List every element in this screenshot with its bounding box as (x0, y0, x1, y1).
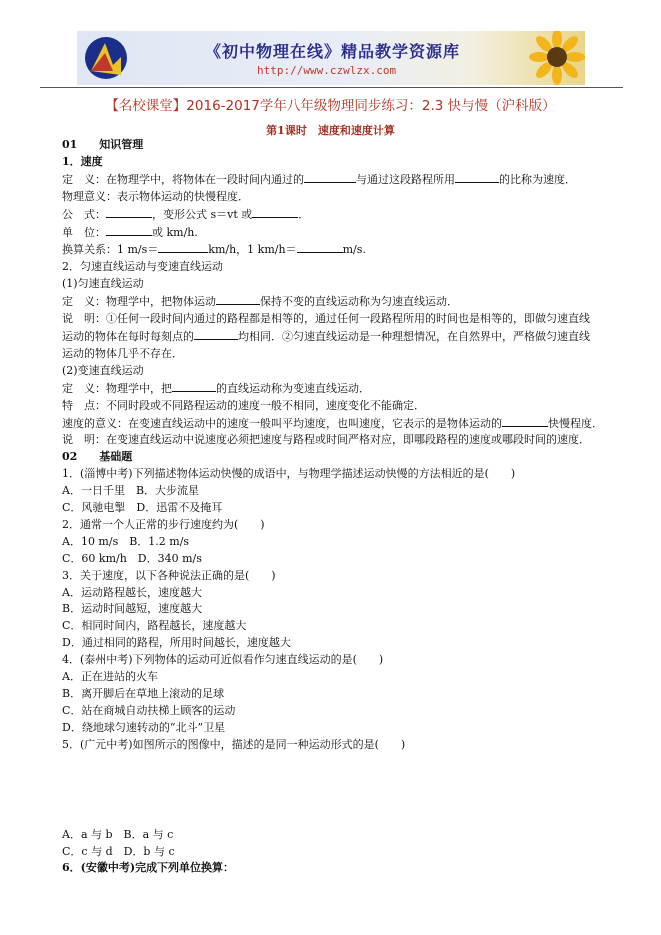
line-text: 3．关于速度，以下各种说法正确的是( ) (62, 568, 276, 582)
text-line (62, 224, 622, 242)
answer-blank[interactable] (502, 415, 548, 427)
text-line (62, 652, 622, 669)
lesson-subtitle: 第1课时 速度和速度计算 (266, 124, 395, 137)
line-text: 2．匀速直线运动与变速直线运动 (62, 260, 223, 274)
text-line (62, 669, 622, 686)
line-text: 定 义：在物理学中，将物体在一段时间内通过的 (62, 172, 304, 186)
text-line (62, 293, 622, 311)
text-line (62, 398, 622, 415)
answer-blank[interactable] (194, 328, 238, 340)
text-line (62, 483, 622, 500)
text-line (62, 189, 622, 206)
line-text: 4．(泰州中考)下列物体的运动可近似看作匀速直线运动的是( ) (62, 653, 384, 667)
line-text: m/s. (342, 243, 366, 257)
line-text: 说 明：在变速直线运动中说速度必须把速度与路程或时间严格对应，即哪段路程的速度或哪段时间的速度． (62, 433, 590, 447)
text-line (62, 328, 622, 346)
text-line (62, 415, 622, 433)
text-line (62, 500, 622, 517)
line-text: A．正在进站的火车 (62, 670, 158, 684)
text-line (62, 171, 622, 189)
text-line (62, 703, 622, 720)
line-text: 1．(淄博中考)下列描述物体运动快慢的成语中，与物理学描述运动快慢的方法相近的是( ) (62, 467, 516, 481)
line-text: 运动的物体几乎不存在． (62, 346, 183, 360)
line-text: 2．通常一个人正常的步行速度约为( ) (62, 517, 265, 531)
text-line (62, 259, 622, 276)
answer-blank[interactable] (304, 171, 356, 183)
text-line (62, 720, 622, 737)
line-text: 物理意义：表示物体运动的快慢程度． (62, 189, 249, 203)
answer-blank[interactable] (252, 206, 298, 218)
text-line (62, 346, 622, 363)
text-line (62, 241, 622, 259)
page-title: 【名校课堂】2016-2017学年八年级物理同步练习：2.3 快与慢（沪科版） (105, 98, 556, 114)
line-text: A．运动路程越长，速度越大 (62, 585, 202, 599)
text-line (62, 137, 622, 154)
line-text: 或 km/h. (152, 225, 198, 239)
line-text: 的直线运动称为变速直线运动． (216, 381, 370, 395)
line-text: 的比称为速度． (499, 172, 576, 186)
line-text: 特 点：不同时段或不同路程运动的速度一般不相同，速度变化不能确定． (62, 398, 425, 412)
header-divider (40, 87, 623, 88)
line-text: C．站在商城自动扶梯上顾客的运动 (62, 703, 236, 717)
line-text: ，变形公式 s＝vt 或 (152, 207, 253, 221)
line-text: 说 明：①任何一段时间内通过的路程都是相等的，通过任何一段路程所用的时间也是相等的，即做匀速直线 (62, 312, 590, 326)
line-text: 定 义：物理学中，把物体运动 (62, 295, 216, 309)
answer-blank[interactable] (172, 380, 216, 392)
line-text: 保持不变的直线运动称为匀速直线运动． (260, 295, 458, 309)
line-text: 5．(广元中考)如图所示的图像中，描述的是同一种运动形式的是( ) (62, 737, 406, 751)
line-text: C．相同时间内，路程越长，速度越大 (62, 619, 247, 633)
line-text: D．绕地球匀速转动的“北斗”卫星 (62, 720, 226, 734)
text-line (62, 380, 622, 398)
text-line (62, 844, 622, 861)
line-text: 1．速度 (62, 154, 103, 168)
line-text: 02 基础题 (62, 450, 133, 464)
line-text: 单 位： (62, 225, 106, 239)
line-text: 换算关系：1 m/s＝ (62, 243, 159, 257)
line-text: 01 知识管理 (62, 138, 144, 151)
answer-blank[interactable] (106, 224, 152, 236)
line-text: A．a 与 b B．a 与 c (62, 827, 174, 841)
text-line (62, 635, 622, 652)
text-line (62, 618, 622, 635)
text-line (62, 517, 622, 534)
answer-blank[interactable] (158, 241, 208, 253)
line-text: 速度的意义：在变速直线运动中的速度一般叫平均速度，也叫速度，它表示的是物体运动的 (62, 416, 502, 430)
line-text: km/h，1 km/h＝ (208, 243, 297, 257)
line-text: C．60 km/h D．340 m/s (62, 551, 202, 565)
text-line (62, 686, 622, 703)
line-text: 均相同．②匀速直线运动是一种理想情况，在自然界中，严格做匀速直线 (238, 329, 590, 343)
line-text: ． (298, 207, 310, 221)
line-text: C．c 与 d D．b 与 c (62, 844, 175, 858)
text-line (62, 276, 622, 293)
text-line (62, 827, 622, 844)
answer-blank[interactable] (106, 206, 152, 218)
text-line (62, 363, 622, 380)
line-text: C．风驰电掣 D．迅雷不及掩耳 (62, 501, 223, 515)
text-line (62, 466, 622, 483)
line-text: 6．(安徽中考)完成下列单位换算： (62, 861, 235, 875)
answer-blank[interactable] (455, 171, 499, 183)
text-line (62, 860, 622, 877)
line-text: 与通过这段路程所用 (356, 172, 455, 186)
site-logo-icon (83, 35, 129, 81)
line-text: B．运动时间越短，速度越大 (62, 602, 203, 616)
line-text: (2)变速直线运动 (62, 363, 144, 377)
text-line (62, 568, 622, 585)
text-line (62, 206, 622, 224)
line-text: 运动的物体在每时每刻点的 (62, 329, 194, 343)
text-line (62, 737, 622, 754)
text-line (62, 585, 622, 602)
line-text: (1)匀速直线运动 (62, 277, 144, 291)
motion-graphs (62, 757, 622, 825)
line-text: 定 义：物理学中，把 (62, 381, 172, 395)
text-line (62, 601, 622, 618)
banner-title: 《初中物理在线》精品教学资源库 (205, 42, 461, 61)
banner-url[interactable]: http://www.czwlzx.com (257, 64, 397, 77)
line-text: D．通过相同的路程，所用时间越长，速度越大 (62, 636, 291, 650)
line-text: B．离开脚后在草地上滚动的足球 (62, 687, 225, 700)
text-line (62, 154, 622, 171)
line-text: 公 式： (62, 207, 106, 221)
answer-blank[interactable] (297, 241, 343, 253)
line-text: 快慢程度． (548, 416, 603, 430)
text-line (62, 311, 622, 328)
answer-blank[interactable] (216, 293, 260, 305)
header-banner (77, 31, 585, 85)
worksheet-body (62, 137, 622, 877)
sunflower-icon (515, 31, 585, 85)
text-line (62, 551, 622, 568)
text-line (62, 432, 622, 449)
line-text: A．10 m/s B．1.2 m/s (62, 534, 190, 548)
line-text: A．一日千里 B．大步流星 (62, 484, 200, 498)
text-line (62, 534, 622, 551)
text-line (62, 449, 622, 466)
